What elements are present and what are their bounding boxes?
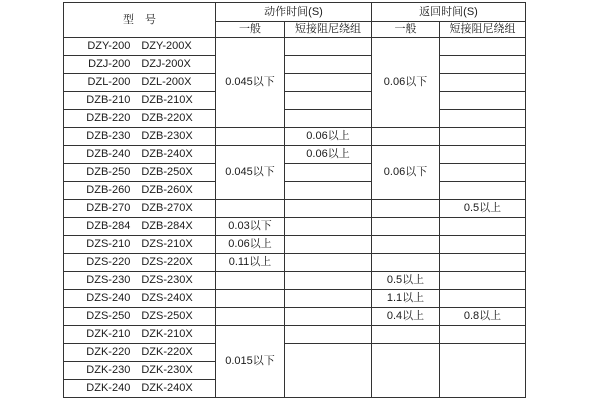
model-primary: DZB-250 <box>86 166 131 178</box>
empty-cell <box>440 164 526 182</box>
action-general-value: 0.03以下 <box>216 218 285 236</box>
model-primary: DZK-220 <box>86 346 131 358</box>
header-action-damped: 短接阻尼绕组 <box>285 22 372 38</box>
empty-cell <box>372 326 440 344</box>
model-cell <box>64 272 216 290</box>
empty-cell <box>285 92 372 110</box>
model-variant: DZB-230X <box>141 130 193 142</box>
model-primary: DZS-240 <box>86 292 131 304</box>
model-cell <box>64 308 216 326</box>
table-row <box>64 182 526 200</box>
empty-cell <box>285 110 372 128</box>
return-general-value: 0.06以下 <box>372 38 440 128</box>
model-cell <box>64 380 216 398</box>
action-damped-value: 0.06以上 <box>285 146 372 164</box>
return-damped-value: 0.5以上 <box>440 200 526 218</box>
model-variant: DZS-250X <box>141 310 193 322</box>
model-primary: DZY-200 <box>87 40 131 52</box>
empty-cell <box>285 164 372 182</box>
table-row <box>64 344 526 362</box>
model-variant: DZS-220X <box>141 256 193 268</box>
spec-table <box>63 2 526 398</box>
table-row <box>64 326 526 344</box>
table-row <box>64 38 526 56</box>
table-row <box>64 254 526 272</box>
table-row <box>64 200 526 218</box>
action-general-value: 0.045以下 <box>216 38 285 128</box>
empty-cell <box>440 110 526 128</box>
model-variant: DZK-220X <box>141 346 193 358</box>
table-row <box>64 92 526 110</box>
model-primary: DZJ-200 <box>88 58 131 70</box>
table-row <box>64 74 526 92</box>
table-row <box>64 128 526 146</box>
empty-cell <box>372 344 440 398</box>
model-primary: DZB-284 <box>86 220 131 232</box>
model-primary: DZS-230 <box>86 274 131 286</box>
model-cell <box>64 128 216 146</box>
empty-cell <box>440 254 526 272</box>
empty-cell <box>285 200 372 218</box>
return-general-value: 0.06以下 <box>372 146 440 200</box>
model-cell <box>64 200 216 218</box>
model-cell <box>64 146 216 164</box>
return-general-value: 0.4以上 <box>372 308 440 326</box>
model-variant: DZK-210X <box>141 328 193 340</box>
empty-cell <box>440 38 526 56</box>
model-cell <box>64 344 216 362</box>
model-cell <box>64 110 216 128</box>
model-cell <box>64 326 216 344</box>
action-general-value: 0.015以下 <box>216 326 285 398</box>
empty-cell <box>440 74 526 92</box>
model-variant: DZB-250X <box>141 166 193 178</box>
empty-cell <box>285 290 372 308</box>
table-row <box>64 56 526 74</box>
model-primary: DZS-250 <box>86 310 131 322</box>
empty-cell <box>216 200 285 218</box>
model-cell <box>64 56 216 74</box>
return-general-value: 0.5以上 <box>372 272 440 290</box>
return-damped-value: 0.8以上 <box>440 308 526 326</box>
table-row <box>64 146 526 164</box>
header-action-time-group: 动作时间(S) <box>216 3 372 22</box>
model-primary: DZB-210 <box>86 94 131 106</box>
model-primary: DZL-200 <box>87 76 131 88</box>
model-cell <box>64 92 216 110</box>
empty-cell <box>440 326 526 344</box>
empty-cell <box>372 128 440 146</box>
table-row <box>64 290 526 308</box>
model-primary: DZS-220 <box>86 256 131 268</box>
empty-cell <box>440 236 526 254</box>
model-cell <box>64 74 216 92</box>
model-cell <box>64 254 216 272</box>
empty-cell <box>372 254 440 272</box>
empty-cell <box>285 38 372 56</box>
empty-cell <box>440 344 526 398</box>
model-variant: DZB-260X <box>141 184 193 196</box>
empty-cell <box>372 200 440 218</box>
model-cell <box>64 38 216 56</box>
model-primary: DZK-240 <box>86 382 131 394</box>
header-return-general: 一般 <box>372 22 440 38</box>
model-variant: DZK-230X <box>141 364 193 376</box>
model-primary: DZB-260 <box>86 184 131 196</box>
model-primary: DZB-230 <box>86 130 131 142</box>
empty-cell <box>216 308 285 326</box>
empty-cell <box>285 218 372 236</box>
model-variant: DZL-200X <box>141 76 192 88</box>
empty-cell <box>285 254 372 272</box>
action-general-value: 0.11以上 <box>216 254 285 272</box>
empty-cell <box>440 56 526 74</box>
header-action-general: 一般 <box>216 22 285 38</box>
empty-cell <box>440 128 526 146</box>
empty-cell <box>285 56 372 74</box>
empty-cell <box>372 218 440 236</box>
model-variant: DZJ-200X <box>141 58 191 70</box>
table-row <box>64 236 526 254</box>
model-cell <box>64 218 216 236</box>
action-general-value: 0.06以上 <box>216 236 285 254</box>
empty-cell <box>440 146 526 164</box>
header-return-damped: 短接阻尼绕组 <box>440 22 526 38</box>
empty-cell <box>285 74 372 92</box>
model-primary: DZB-270 <box>86 202 131 214</box>
model-cell <box>64 290 216 308</box>
header-model: 型 号 <box>64 3 216 38</box>
table-row <box>64 110 526 128</box>
model-cell <box>64 236 216 254</box>
action-general-value: 0.045以下 <box>216 146 285 200</box>
empty-cell <box>440 182 526 200</box>
empty-cell <box>216 128 285 146</box>
model-variant: DZB-240X <box>141 148 193 160</box>
model-variant: DZK-240X <box>141 382 193 394</box>
model-primary: DZK-210 <box>86 328 131 340</box>
empty-cell <box>440 272 526 290</box>
empty-cell <box>440 92 526 110</box>
model-primary: DZS-210 <box>86 238 131 250</box>
action-damped-value: 0.06以上 <box>285 128 372 146</box>
empty-cell <box>285 236 372 254</box>
model-cell <box>64 182 216 200</box>
empty-cell <box>440 218 526 236</box>
empty-cell <box>285 344 372 398</box>
header-return-time-group: 返回时间(S) <box>372 3 526 22</box>
empty-cell <box>285 182 372 200</box>
empty-cell <box>216 272 285 290</box>
model-primary: DZB-220 <box>86 112 131 124</box>
model-cell <box>64 164 216 182</box>
model-variant: DZB-284X <box>141 220 193 232</box>
model-variant: DZB-220X <box>141 112 193 124</box>
empty-cell <box>216 290 285 308</box>
table-row <box>64 164 526 182</box>
model-variant: DZS-210X <box>141 238 193 250</box>
model-variant: DZS-240X <box>141 292 193 304</box>
empty-cell <box>285 308 372 326</box>
empty-cell <box>285 326 372 344</box>
model-variant: DZB-210X <box>141 94 193 106</box>
model-variant: DZY-200X <box>141 40 192 52</box>
table-row <box>64 218 526 236</box>
empty-cell <box>372 236 440 254</box>
model-variant: DZB-270X <box>141 202 193 214</box>
table-row <box>64 308 526 326</box>
model-variant: DZS-230X <box>141 274 193 286</box>
model-primary: DZK-230 <box>86 364 131 376</box>
empty-cell <box>440 290 526 308</box>
return-general-value: 1.1以上 <box>372 290 440 308</box>
model-cell <box>64 362 216 380</box>
empty-cell <box>285 272 372 290</box>
table-row <box>64 272 526 290</box>
model-primary: DZB-240 <box>86 148 131 160</box>
